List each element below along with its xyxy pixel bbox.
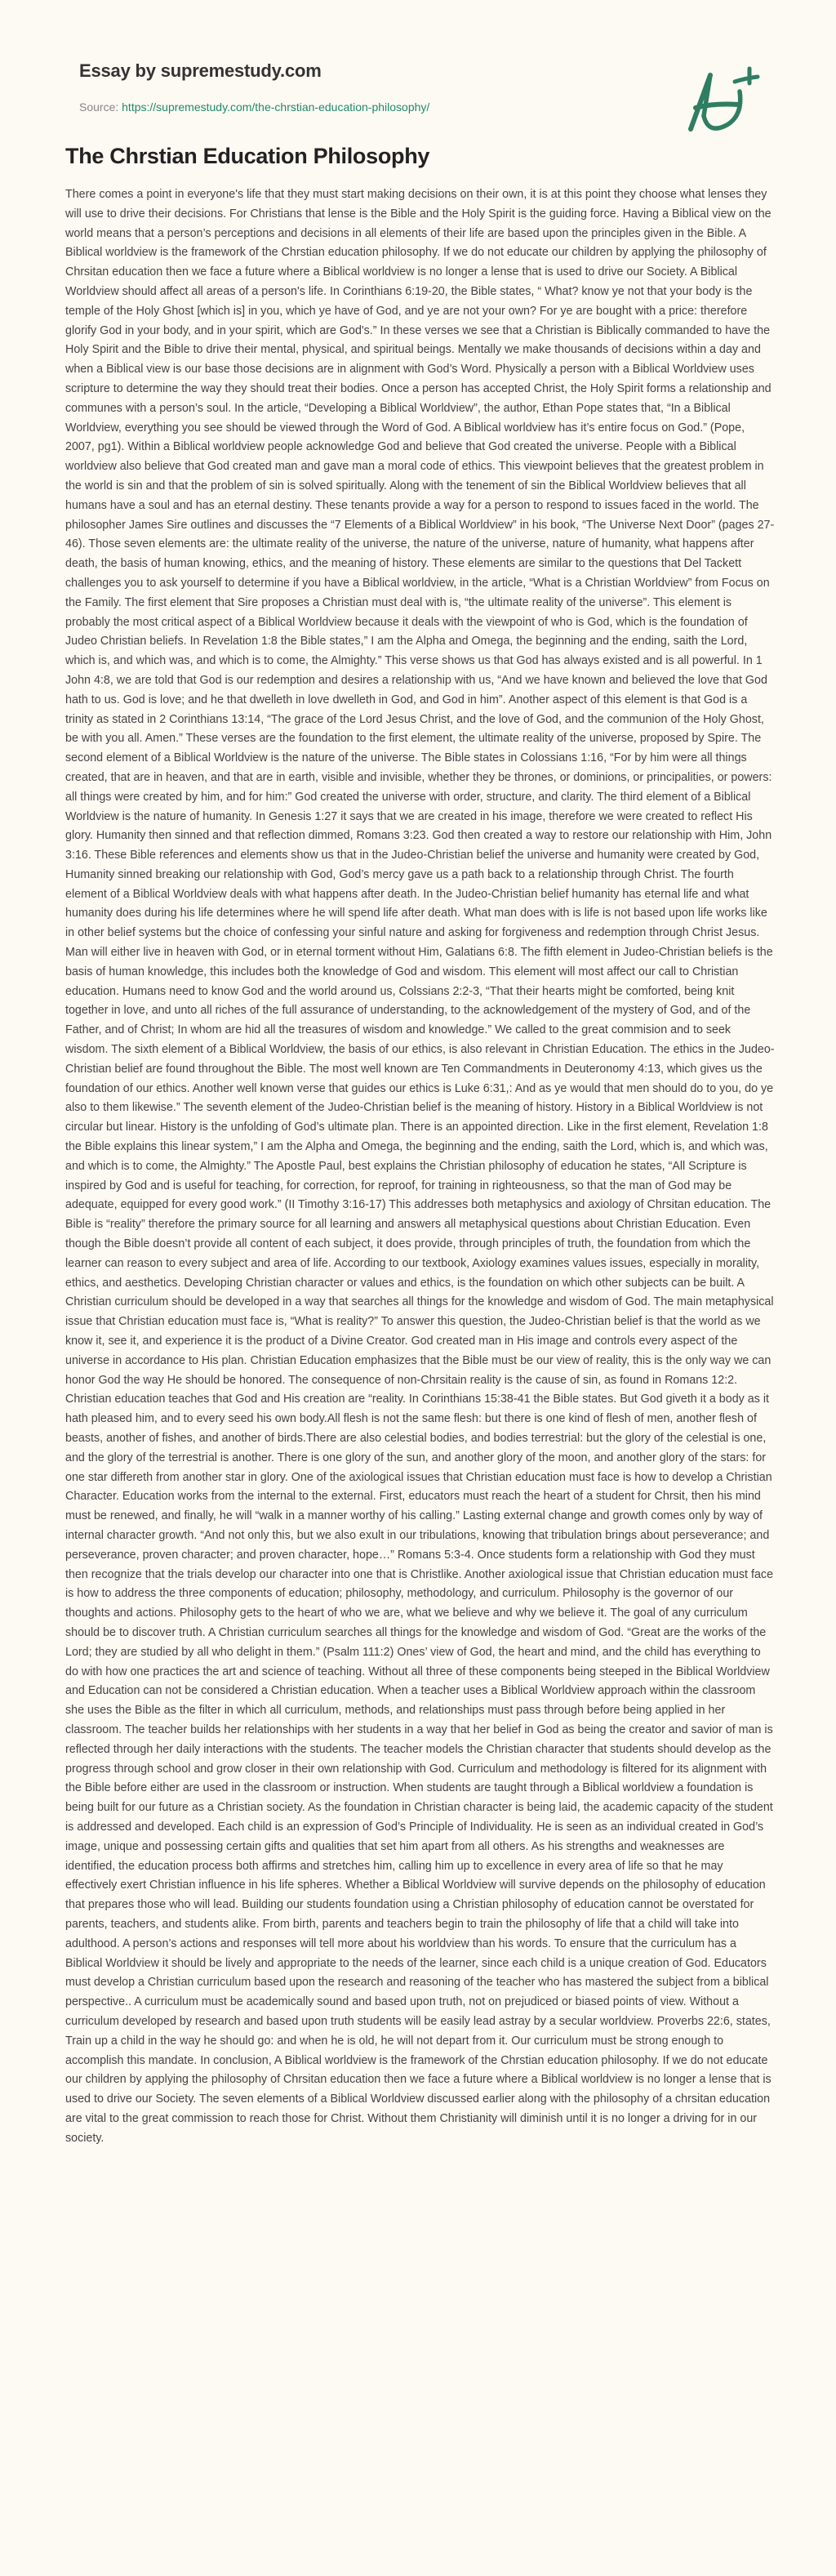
a-plus-grade-icon [671,54,761,136]
source-line [79,100,429,114]
source-label: Source: [79,100,122,114]
site-title: Essay by supremestudy.com [79,60,322,81]
source-link[interactable]: https://supremestudy.com/the-chrstian-education-philosophy/ [122,100,430,114]
essay-body: There comes a point in everyone's life that they must start making decisions on their own, it is at this point they choose what lenses they will use to drive their decisions. For Christians that lense is the Bible and the Holy Spirit is the guiding force. Having a Biblical view on the world means that a person’s perceptions and decisions in all elements of their life are based upon the principles given in the Bible. A Biblical worldview is the framework of the Chrstian education philosophy. If we do not educate our children by applying the philosophy of Chrsitan education then we face a future where a Biblical worldview is no longer a lense that is used to drive our Society. A Biblical Worldview should affect all areas of a person's life. In Corinthians 6:19-20, the Bible states, “ What? know ye not that your body is the temple of the Holy Ghost [which is] in you, which ye have of God, and ye are not your own? For ye are bought with a price: therefore glorify God in your body, and in your spirit, which are God's.” In these verses we see that a Christian is Biblically commanded to have the Holy Spirit and the Bible to drive their mental, physical, and spiritual beings. Mentally we make thousands of decisions within a day and when a Biblical view is our base those decisions are in alignment with God’s Word. Physically a person with a Biblical Worldview uses scripture to determine the way they should treat their bodies. Once a person has accepted Christ, the Holy Spirit forms a relationship and communes with a person’s soul. In the article, “Developing a Biblical Worldview”, the author, Ethan Pope states that, “In a Biblical Worldview, everything you see should be viewed through the Word of God. A Biblical worldview has it’s entire focus on God.” (Pope, 2007, pg1). Within a Biblical worldview people acknowledge God and believe that God created the universe. People with a Biblical worldview also believe that God created man and gave man a moral code of ethics. This viewpoint believes that the greatest problem in the world is sin and that the problem of sin is solved spiritually. Along with the tenement of sin the Biblical Worldview believes that all humans have a soul and has an eternal destiny. These tenants provide a way for a person to respond to issues faced in the world. The philosopher James Sire outlines and discusses the “7 Elements of a Biblical Worldview” in his book, “The Universe Next Door” (pages 27-46). Those seven elements are: the ultimate reality of the universe, the nature of the universe, nature of humanity, what happens after death, the basis of human knowing, ethics, and the meaning of history. These elements are similar to the questions that Del Tackett challenges you to ask yourself to determine if you have a Biblical worldview, in the article, “What is a Christian Worldview” from Focus on the Family. The first element that Sire proposes a Christian must deal with is, “the ultimate reality of the universe”. This element is probably the most critical aspect of a Biblical Worldview because it deals with the viewpoint of who is God, which is the foundation of Judeo Christian beliefs. In Revelation 1:8 the Bible states,” I am the Alpha and Omega, the beginning and the ending, saith the Lord, which is, and which was, and which is to come, the Almighty.” This verse shows us that God has always existed and is all powerful. In 1 John 4:8, we are told that God is our redemption and desires a relationship with us, “And we have known and believed the love that God hath to us. God is love; and he that dwelleth in love dwelleth in God, and God in him”. Another aspect of this element is that God is a trinity as stated in 2 Corinthians 13:14, “The grace of the Lord Jesus Christ, and the love of God, and the communion of the Holy Ghost, be with you all. Amen.” These verses are the foundation to the first element, the ultimate reality of the universe, proposed by Spire. The second element of a Biblical Worldview is the nature of the universe. The Bible states in Colossians 1:16, “For by him were all things created, that are in heaven, and that are in earth, visible and invisible, whether they be thrones, or dominions, or principalities, or powers: all things were created by him, and for him:” God created the universe with order, structure, and clarity. The third element of a Biblical Worldview is the nature of humanity. In Genesis 1:27 it says that we are created in his image, therefore we were created to reflect His glory. Humanity then sinned and that reflection dimmed, Romans 3:23. God then created a way to restore our relationship with Him, John 3:16. These Bible references and elements show us that in the Judeo-Christian belief the universe and humanity were created by God, Humanity sinned breaking our relationship with God, God’s mercy gave us a path back to a relationship through Christ. The fourth element of a Biblical Worldview deals with what happens after death. In the Judeo-Christian belief humanity has eternal life and what humanity does during his life determines where he will spend life after death. What man does with is life is not based upon life works like in other belief systems but the choice of confessing your sinful nature and asking for forgiveness and redemption through Christ Jesus. Man will either live in heaven with God, or in eternal torment without Him, Galatians 6:8. The fifth element in Judeo-Christian beliefs is the basis of human knowledge, this includes both the knowledge of God and wisdom. This element will most affect our call to Christian education. Humans need to know God and the world around us, Colssians 2:2-3, “That their hearts might be comforted, being knit together in love, and unto all riches of the full assurance of understanding, to the acknowledgement of the mystery of God, and of the Father, and of Christ; In whom are hid all the treasures of wisdom and knowledge.” We called to the great commision and to seek wisdom. The sixth element of a Biblical Worldview, the basis of our ethics, is also relevant in Christian Education. The ethics in the Judeo-Christian belief are found throughout the Bible. The most well known are Ten Commandments in Deuteronomy 4:13, which gives us the foundation of our ethics. Another well known verse that guides our ethics is Luke 6:31,: And as ye would that men should do to you, do ye also to them likewise.” The seventh element of the Judeo-Christian belief is the meaning of history. History in a Biblical Worldview is not circular but linear. History is the unfolding of God’s ultimate plan. There is an appointed direction. Like in the first element, Revelation 1:8 the Bible explains this linear system,” I am the Alpha and Omega, the beginning and the ending, saith the Lord, which is, and which was, and which is to come, the Almighty.” The Apostle Paul, best explains the Christian philosophy of education he states, “All Scripture is inspired by God and is useful for teaching, for correction, for reproof, for training in righteousness, so that the man of God may be adequate, equipped for every good work.” (II Timothy 3:16-17) This addresses both metaphysics and axiology of Chrsitan education. The Bible is “reality” therefore the primary source for all learning and answers all metaphysical questions about Christian Education. Even though the Bible doesn’t provide all content of each subject, it does provide, through principles of truth, the foundation from which the learner can reason to every subject and area of life. According to our textbook, Axiology examines values issues, especially in morality, ethics, and aesthetics. Developing Christian character or values and ethics, is the foundation on which other subjects can be built. A Christian curriculum should be developed in a way that searches all things for the knowledge and wisdom of God. The main metaphysical issue that Christian education must face is, “What is reality?” To answer this question, the Judeo-Christian belief is that the world as we know it, see it, and experience it is the product of a Divine Creator. God created man in His image and controls every aspect of the universe in accordance to His plan. Christian Education emphasizes that the Bible must be our view of reality, this is the only way we can honor God the way He should be honored. The consequence of non-Chrsitain reality is the cause of sin, as found in Romans 12:2. Christian education teaches that God and His creation are “reality. In Corinthians 15:38-41 the Bible states. But God giveth it a body as it hath pleased him, and to every seed his own body.All flesh is not the same flesh: but there is one kind of flesh of men, another flesh of beasts, another of fishes, and another of birds.There are also celestial bodies, and bodies terrestrial: but the glory of the celestial is one, and the glory of the terrestrial is another. There is one glory of the sun, and another glory of the moon, and another glory of the stars: for one star differeth from another star in glory. One of the axiological issues that Christian education must face is how to develop a Christian Character. Education works from the internal to the external. First, educators must reach the heart of a student for Chrsit, then his mind must be renewed, and finally, he will “walk in a manner worthy of his calling.” Lasting external change and growth comes only by way of internal character growth. “And not only this, but we also exult in our tribulations, knowing that tribulation brings about perseverance; and perseverance, proven character; and proven character, hope…” Romans 5:3-4. Once students form a relationship with God they must then recognize that the trials develop our character into one that is Christlike. Another axiological issue that Christian education must face is how to address the three components of education; philosophy, methodology, and curriculum. Philosophy is the governor of our thoughts and actions. Philosophy gets to the heart of who we are, what we believe and why we believe it. The goal of any curriculum should be to discover truth. A Christian curriculum searches all things for the knowledge and wisdom of God. “Great are the works of the Lord; they are studied by all who delight in them.” (Psalm 111:2) Ones’ view of God, the heart and mind, and the child has everything to do with how one practices the art and science of teaching. Without all three of these components being steeped in the Biblical Worldview and Education can not be considered a Christian education. When a teacher uses a Biblical Worldview approach within the classroom she uses the Bible as the filter in which all curriculum, methods, and relationships must pass through before being applied in her classroom. The teacher builds her relationships with her students in a way that her belief in God as being the creator and savior of man is reflected through her daily interactions with the students. The teacher models the Christian character that students should develop as the progress through school and grow closer in their own relationship with God. Curriculum and methodology is filtered for its alignment with the Bible before either are used in the classroom or instruction. When students are taught through a Biblical worldview a foundation is being built for our future as a Christian society. As the foundation in Christian character is being laid, the academic capacity of the student is addressed and developed. Each child is an expression of God’s Principle of Individuality. He is seen as an individual created in God’s image, unique and possessing certain gifts and qualities that set him apart from all others. As his strengths and weaknesses are identified, the education process both affirms and stretches him, calling him up to excellence in every area of life so that he may effectively exert Christian influence in his life spheres. Whether a Biblical Worldview will survive depends on the philosophy of education that prepares those who will lead. Building our students foundation using a Christian philosophy of education cannot be overstated for parents, teachers, and students alike. From birth, parents and teachers begin to train the philosophy of life that a child will take into adulthood. A person’s actions and responses will tell more about his worldview than his words. To ensure that the curriculum has a Biblical Worldview it should be lively and appropriate to the needs of the learner, since each child is a unique creation of God. Educators must develop a Christian curriculum based upon the research and reasoning of the teacher who has mastered the subject from a biblical perspective.. A curriculum must be academically sound and based upon truth, not on prejudiced or biased points of view. Without a curriculum developed by research and based upon truth students will be easily lead astray by a secular worldview. Proverbs 22:6, states, Train up a child in the way he should go: and when he is old, he will not depart from it. Our curriculum must be strong enough to accomplish this mandate. In conclusion, A Biblical worldview is the framework of the Chrstian education philosophy. If we do not educate our children by applying the philosophy of Chrsitan education then we face a future where a Biblical worldview is no longer a lense that is used to drive our Society. The seven elements of a Biblical Worldview discussed earlier along with the philosophy of a chrsitan education are vital to the great commission to reach those for Christ. Without them Christianity will diminish until it is no longer a driving for in our society. [65,188,775,2145]
page-header [0,0,836,131]
essay [65,144,776,2148]
essay-title: The Chrstian Education Philosophy [65,144,430,168]
